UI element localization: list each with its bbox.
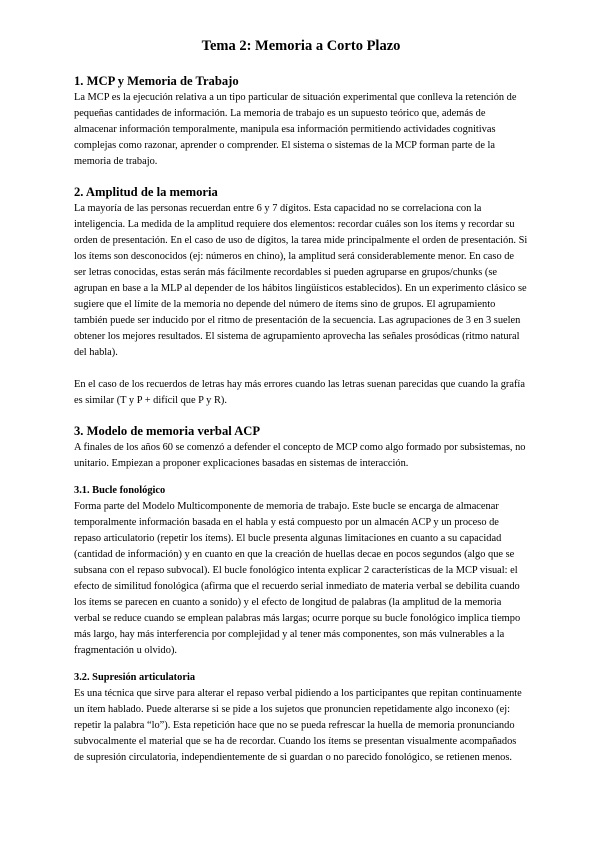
section-heading: 2. Amplitud de la memoria [74,185,218,199]
section-paragraph: En el caso de los recuerdos de letras hay más errores cuando las letras suenan parecidas que cuando la grafía es similar (T y P + difícil que P y R). [74,379,525,406]
subsection-paragraph: Es una técnica que sirve para alterar el repaso verbal pidiendo a los participantes que repitan continuamente un ítem hablado. Puede alterarse si se pide a los sujetos que pronuncien repetidamente algo inconexo (ej: repetir la palabra “lo”). Esta repetición hace que no se pueda refrescar la huella de memoria pronunciando subvocalmente el material que se ha de recordar. Cuando los ítems se presentan visualmente acompañados de supresión circulatoria, independientemente de si guardan o no parecido fonológico, se retienen menos. [74,688,522,763]
section-mcp-memoria-trabajo [74,73,528,170]
document-title: Tema 2: Memoria a Corto Plazo [201,38,401,54]
section-paragraph: A finales de los años 60 se comenzó a defender el concepto de MCP como algo formado por subsistemas, no unitario. Empiezan a proponer explicaciones basadas en sistemas de interacción. [74,442,526,469]
subsection-heading: 3.1. Bucle fonológico [74,485,166,496]
section-amplitud-memoria [74,184,528,409]
subsection-heading: 3.2. Supresión articulatoria [74,672,196,683]
subsection-paragraph: Forma parte del Modelo Multicomponente de memoria de trabajo. Este bucle se encarga de almacenar temporalmente información basada en el habla y está compuesto por un almacén ACP y un proceso de repaso articulatorio (repetir los ítems). El bucle presenta algunas limitaciones en cuanto a su capacidad (cantidad de información) y en cuanto en que la creación de huellas decae en pocos segundos (algo que se subsana con el repaso subvocal). El bucle fonológico intenta explicar 2 características de la MCP visual: el efecto de similitud fonológica (afirma que el recuerdo serial inmediato de materia verbal se debilita cuando los ítems se parecen en cuanto a sonido) y el efecto de longitud de palabras (la amplitud de la memoria verbal se reduce cuando se emplean palabras más largas; ocurre porque su bucle fonológico implica tiempo más largo, hay más interferencia por complejidad y al tener más componentes, son más vulnerables a la fragmentación u olvido). [74,501,521,656]
section-heading: 3. Modelo de memoria verbal ACP [74,424,261,438]
subsection-supresion-articulatoria [74,671,528,766]
section-paragraph: La MCP es la ejecución relativa a un tipo particular de situación experimental que conlleva la retención de pequeñas cantidades de información. La memoria de trabajo es un supuesto teórico que, además de almacenar información temporalmente, manipula esa información permitiendo actividades cognitivas complejas como razonar, aprender o comprender. El sistema o sistemas de la MCP forman parte de la memoria de trabajo. [74,92,517,167]
section-heading: 1. MCP y Memoria de Trabajo [74,74,239,88]
subsection-bucle-fonologico [74,484,528,659]
section-paragraph: La mayoría de las personas recuerdan entre 6 y 7 dígitos. Esta capacidad no se correlaciona con la inteligencia. La medida de la amplitud requiere dos elementos: recordar cuáles son los ítems y recordar su orden de presentación. En el caso de uso de dígitos, la tarea mide principalmente el orden de presentación. Si los ítems son desconocidos (ej: números en chino), la amplitud será considerablemente menor. En caso de ser letras conocidas, estas serán más fácilmente recordables si pueden agruparse en grupos/chunks (se agrupan en base a la MLP al depender de los hábitos lingüísticos establecidos). En un experimento clásico se sugiere que el límite de la memoria no depende del número de ítems sino de grupos. El agrupamiento también puede ser inducido por el ritmo de presentación de la secuencia. Las agrupaciones de 3 en 3 suelen obtener los mejores resultados. El sistema de agrupamiento aprovecha las señales prosódicas (ritmo natural del habla). [74,203,528,358]
section-modelo-memoria-verbal [74,423,528,766]
